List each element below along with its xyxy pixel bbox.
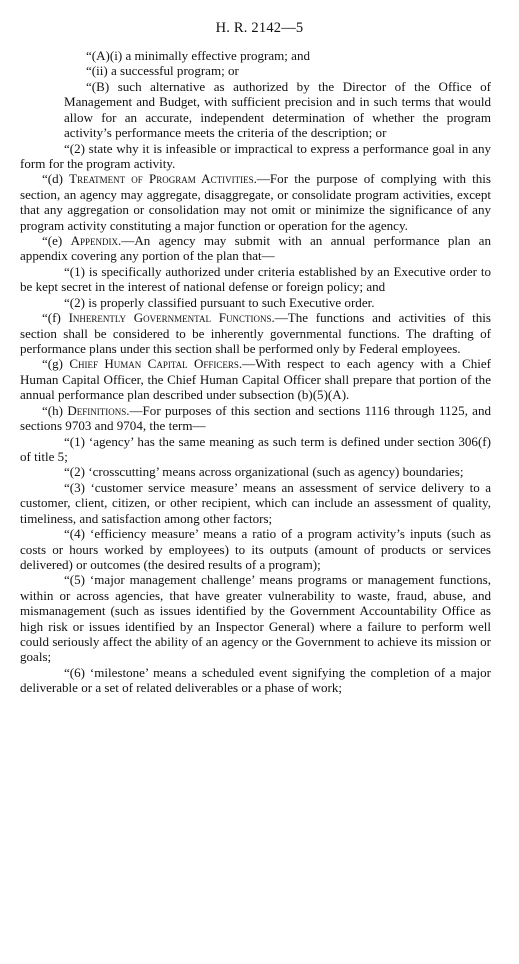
paragraph-h5 — [20, 572, 491, 665]
section-text: .—For the purpose of complying with this section, an agency may aggregate, disaggregate, or consolidate program activities, except that any aggregation or consolidation may not omit or minimize the significance of any program activity constituting a major function or operation for the agency. — [20, 171, 492, 233]
paragraph-text: “(6) ‘milestone’ means a scheduled event signifying the completion of a major deliverable or a set of related deliverables or a phase of work; — [20, 664, 491, 696]
section-lead: “(g) — [42, 356, 70, 372]
paragraph-e — [20, 233, 491, 264]
paragraph-h6 — [20, 665, 491, 696]
paragraph-d — [20, 171, 491, 233]
paragraph-a-i — [20, 48, 491, 63]
paragraph-2 — [20, 141, 491, 172]
paragraph-a-ii — [20, 63, 491, 78]
section-lead: “(e) — [42, 233, 71, 249]
paragraph-text: “(5) ‘major management challenge’ means programs or management functions, within or across agencies, that have greater vulnerability to waste, fraud, abuse, and mismanagement (such as issues identified by the Government Accountability Office as high risk or issues identified by an Inspector General) where a failure to perform well could seriously affect the ability of an agency or the Government to achieve its mission or goals; — [20, 572, 491, 665]
section-heading: Treatment of Program Activities — [69, 171, 254, 187]
paragraph-g — [20, 356, 491, 402]
paragraph-text: “(B) such alternative as authorized by the Director of the Office of Management and Budget, with sufficient precision and in such terms that would allow for an accurate, independent determination of whether the program activity’s performance meets the criteria of the description; or — [64, 78, 491, 141]
page-header: H. R. 2142—5 — [215, 20, 304, 36]
paragraph-h4 — [20, 526, 491, 572]
section-lead: “(d) — [42, 171, 70, 187]
section-text: .—With respect to each agency with a Chief Human Capital Officer, the Chief Human Capital Officer shall prepare that portion of the annual performance plan described under subsection (b)(5)(A). — [20, 356, 492, 403]
paragraph-text: “(2) state why it is infeasible or impractical to express a performance goal in any form for the program activity. — [20, 140, 491, 171]
paragraph-text: “(1) is specifically authorized under criteria established by an Executive order to be kept secret in the interest of national defense or foreign policy; and — [20, 263, 491, 295]
section-heading: Appendix — [70, 233, 119, 249]
document-body — [20, 48, 491, 696]
paragraph-text: “(3) ‘customer service measure’ means an assessment of service delivery to a customer, client, citizen, or other recipient, which can include an assessment of quality, timeliness, and satisfaction among other factors; — [20, 479, 491, 526]
paragraph-text: “(ii) a successful program; or — [86, 63, 239, 79]
paragraph-h1 — [20, 434, 491, 465]
section-lead: “(f) — [42, 310, 69, 326]
paragraph-text: “(2) ‘crosscutting’ means across organizational (such as agency) boundaries; — [64, 464, 464, 480]
section-text: .—For purposes of this section and sections 1116 through 1125, and sections 9703 and 9704, the term— — [20, 402, 492, 434]
paragraph-h — [20, 403, 491, 434]
paragraph-f — [20, 310, 491, 356]
section-heading: Inherently Governmental Functions — [68, 310, 272, 326]
paragraph-text: “(A)(i) a minimally effective program; and — [86, 48, 311, 63]
section-text: .—An agency may submit with an annual performance plan an appendix covering any portion of the plan that— — [20, 233, 491, 264]
paragraph-h3 — [20, 480, 491, 526]
paragraph-text: “(2) is properly classified pursuant to such Executive order. — [64, 294, 375, 310]
section-heading: Definitions — [67, 402, 127, 418]
paragraph-e1 — [20, 264, 491, 295]
section-heading: Chief Human Capital Officers — [69, 356, 239, 372]
paragraph-h2 — [20, 464, 491, 479]
paragraph-e2 — [20, 295, 491, 310]
paragraph-text: “(4) ‘efficiency measure’ means a ratio of a program activity’s inputs (such as costs or hours worked by employees) to its outputs (amount of products or services delivered) or outcomes (the desired results of a program); — [20, 526, 491, 572]
section-lead: “(h) — [42, 402, 68, 418]
paragraph-text: “(1) ‘agency’ has the same meaning as such term is defined under section 306(f) of title 5; — [20, 433, 491, 464]
section-text: .—The functions and activities of this section shall be considered to be inherently governmental functions. The drafting of performance plans under this section shall be performed only by Federal employees. — [20, 310, 491, 357]
paragraph-b — [20, 79, 491, 141]
